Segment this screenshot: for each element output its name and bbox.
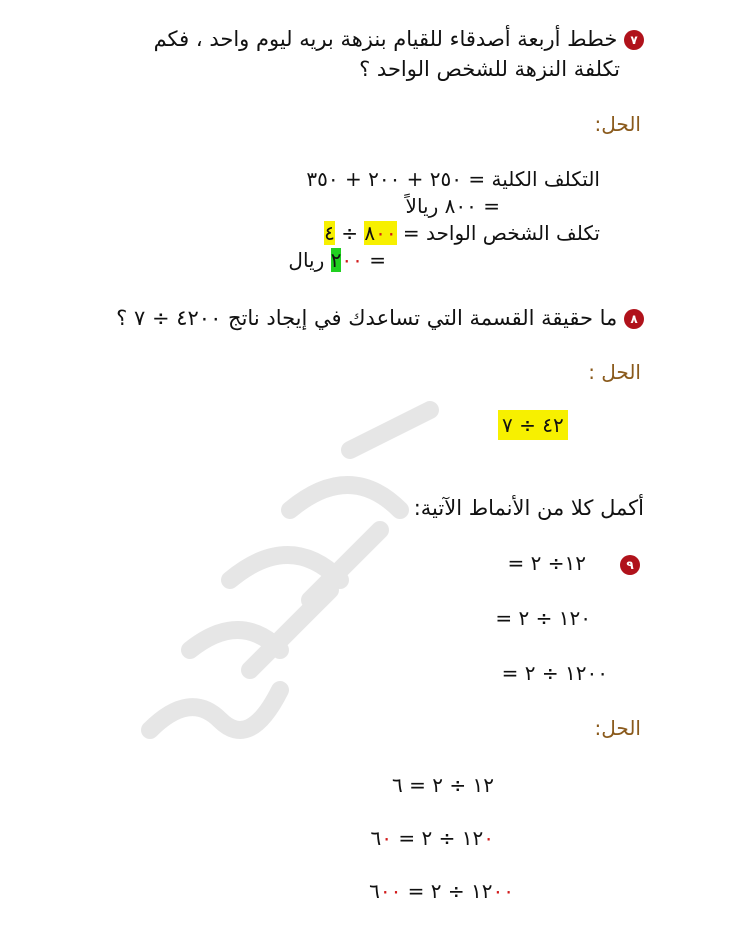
question-8 [116,303,644,333]
s9l3-left-zeros: ٠٠ [492,879,514,903]
s9l1-right: ٦ [392,773,403,797]
eq3-divisor: ٤ [324,221,335,245]
solution-9-label: الحل: [594,716,641,740]
eq3-prefix: تكلف الشخص الواحد = [396,221,600,245]
solution-7-label: الحل: [594,112,641,136]
solution-9-line3 [369,876,514,906]
patterns-title: أكمل كلا من الأنماط الآتية: [413,496,644,520]
eq3-dividend-highlight [364,221,396,245]
s9l2-left-zero: ٠ [483,826,494,850]
solution-9-line2 [371,823,494,853]
eq4-zeros: ٠٠ [341,248,363,272]
question-7-line2: تكلفة النزهة للشخص الواحد ؟ [359,57,620,81]
s9l1-left: ١٢ ÷ ٢ = [402,773,494,797]
watermark [130,390,470,770]
s9l2-left: ١٢ [461,826,484,850]
pattern-item-2: ١٢٠ ÷ ٢ = [495,606,591,630]
s9l2-right: ٦ [370,826,382,850]
solution-8-label: الحل : [588,360,641,384]
question-9-badge: ٩ [620,555,640,575]
eq4-prefix: = [362,248,386,272]
solution-7-eq1: التكلف الكلية = ٢٥٠ + ٢٠٠ + ٣٥٠ [306,167,600,191]
solution-9-line1 [392,770,494,800]
question-8-badge: ٨ [624,309,644,329]
question-7 [154,24,644,54]
s9l2-right-zero: ٠ [381,826,393,850]
s9l2-mid: ÷ ٢ = [392,826,462,850]
eq3-operator: ÷ [334,221,365,245]
question-7-badge: ٧ [624,30,644,50]
eq3-dividend-zeros: ٠٠ [375,221,397,245]
pattern-item-1: ١٢÷ ٢ = [507,551,586,575]
question-8-text: ما حقيقة القسمة التي تساعدك في إيجاد ناتج ٤٢٠٠ ÷ ٧ ؟ [116,306,618,330]
s9l3-left: ١٢ [471,879,493,903]
pattern-item-3: ١٢٠٠ ÷ ٢ = [501,661,608,685]
eq3-dividend-digit: ٨ [364,221,376,245]
solution-7-eq2: = ٨٠٠ ريالاً [405,194,500,218]
s9l3-right-zeros: ٠٠ [379,879,402,903]
eq4-unit: ريال [288,248,331,272]
question-7-line1: خطط أربعة أصدقاء للقيام بنزهة بريه ليوم واحد ، فكم [153,27,618,51]
solution-8-answer: ٤٢ ÷ ٧ [498,410,568,440]
solution-7-eq4 [288,245,386,275]
s9l3-mid: ÷ ٢ = [401,879,472,903]
eq4-highlight: ٢ [330,248,342,272]
question-9-badge-wrap [620,554,640,575]
s9l3-right: ٦ [369,879,380,903]
solution-7-eq3 [324,218,600,248]
